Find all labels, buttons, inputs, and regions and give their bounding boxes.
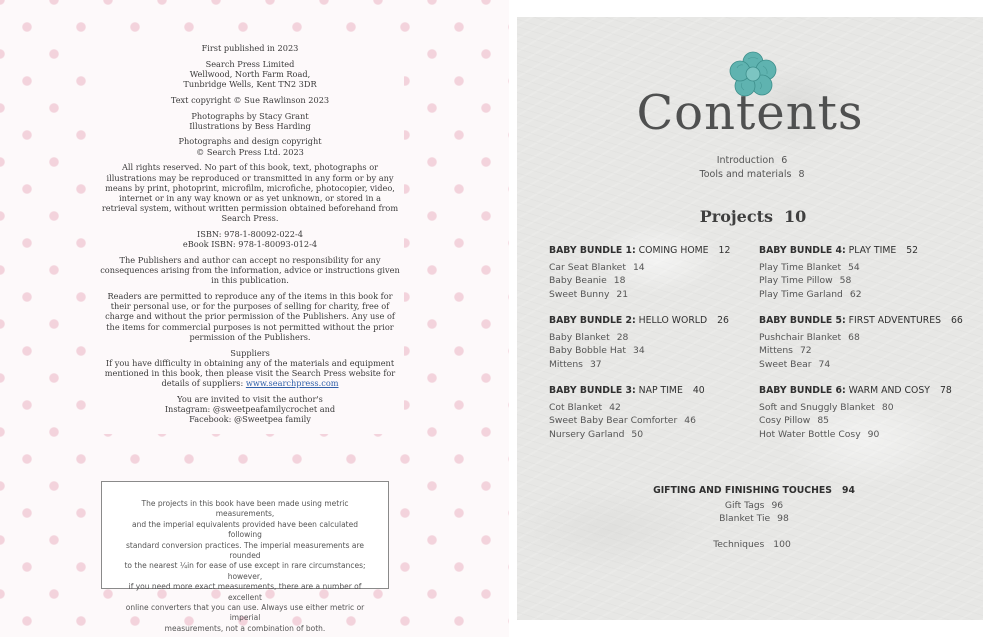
bundle-3-title[interactable]: BABY BUNDLE 3: NAP TIME 40	[549, 385, 705, 396]
suppliers-block: Suppliers If you have difficulty in obtaining any of the materials and equipment mentioned in this book, then please visit the Search Press website for details of suppliers: www.searchpress.com	[104, 347, 396, 389]
measurement-note: The projects in this book have been made using metric measurements, and the imperial equivalents provided have been calculated following standard conversion practices. The imperial measurements are rounded to the nearest ¼in for ease of use except in rare circumstances; however, if you need more exact measurements, there are a number of excellent online converters that you can use. Always use either metric or imperial measurements, not a combination of both.	[101, 481, 389, 589]
bundle-6-title[interactable]: BABY BUNDLE 6: WARM AND COSY 78	[759, 385, 952, 396]
toc-entry[interactable]: Hot Water Bottle Cosy 90	[759, 428, 880, 440]
contents-title: Contents	[636, 85, 864, 141]
bundle-6	[759, 385, 964, 441]
bundle-2	[549, 315, 754, 371]
toc-entry[interactable]: Nursery Garland 50	[549, 428, 644, 440]
toc-entry[interactable]: Blanket Tie 98	[719, 513, 789, 525]
toc-entry[interactable]: Play Time Pillow 58	[759, 275, 852, 287]
toc-entry[interactable]: Gift Tags 96	[724, 500, 784, 511]
toc-entry[interactable]: Car Seat Blanket 14	[549, 262, 645, 273]
searchpress-link[interactable]: www.searchpress.com	[245, 378, 339, 389]
rights-reserved: All rights reserved. No part of this book, text, photographs or illustrations may be reproduced or transmitted in any form or by any means by print, photoprint, microfilm, microfiche, photocopier, video, internet or in any way known or as yet unknown, or stored in a retrieval system, without written permission obtained beforehand from Search Press.	[101, 162, 399, 224]
toc-entry[interactable]: Cosy Pillow 85	[759, 415, 830, 427]
toc-entry[interactable]: Sweet Bear 74	[759, 358, 831, 370]
bundle-5-title[interactable]: BABY BUNDLE 5: FIRST ADVENTURES 66	[759, 315, 963, 326]
intro-entries	[517, 154, 983, 181]
text-copyright: Text copyright © Sue Rawlinson 2023	[170, 94, 330, 105]
toc-entry[interactable]: Mittens 37	[549, 358, 602, 370]
toc-entry[interactable]: Pushchair Blanket 68	[759, 332, 860, 343]
author-social: You are invited to visit the author's Instagram: @sweetpeafamilycrochet and Facebook: @Sweetpea family	[164, 393, 336, 425]
toc-entry[interactable]: Soft and Snuggly Blanket 80	[759, 402, 894, 413]
bundle-3	[549, 385, 754, 441]
right-page-contents	[517, 17, 983, 620]
toc-entry[interactable]: Baby Bobble Hat 34	[549, 345, 645, 357]
credits: Photographs by Stacy Grant Illustrations by Bess Harding	[189, 110, 311, 131]
toc-entry-tools[interactable]: Tools and materials 8	[699, 168, 805, 180]
projects-heading[interactable]: Projects 10	[699, 207, 807, 226]
toc-entry[interactable]: Baby Beanie 18	[549, 275, 626, 287]
toc-entry-introduction[interactable]: Introduction 6	[716, 155, 788, 166]
bundle-4-title[interactable]: BABY BUNDLE 4: PLAY TIME 52	[759, 245, 919, 256]
publisher-address: Search Press Limited Wellwood, North Farm Road, Tunbridge Wells, Kent TN2 3DR	[183, 58, 317, 90]
bundle-1-title[interactable]: BABY BUNDLE 1: COMING HOME 12	[549, 245, 731, 256]
bundle-5	[759, 315, 964, 371]
toc-entry[interactable]: Mittens 72	[759, 345, 812, 357]
gifting-title[interactable]: GIFTING AND FINISHING TOUCHES 94	[653, 485, 855, 496]
toc-entry[interactable]: Play Time Blanket 54	[759, 262, 860, 273]
toc-entry[interactable]: Sweet Baby Bear Comforter 46	[549, 415, 696, 427]
imprint-block	[96, 38, 404, 434]
toc-entry[interactable]: Cot Blanket 42	[549, 402, 621, 413]
isbn-block: ISBN: 978-1-80092-022-4 eBook ISBN: 978-1-80093-012-4	[182, 229, 318, 250]
gifting-section	[517, 484, 983, 526]
bundle-4	[759, 245, 964, 301]
bundle-2-title[interactable]: BABY BUNDLE 2: HELLO WORLD 26	[549, 315, 729, 326]
first-published: First published in 2023	[201, 43, 299, 53]
readers-notice: Readers are permitted to reproduce any of the items in this book for their personal use, or for the purposes of selling for charity, free of charge and without the prior permission of the Publishers. Any use of the items for commercial purposes is not permitted without the prior permission of the Publishers.	[105, 291, 395, 342]
toc-entry[interactable]: Play Time Garland 62	[759, 288, 862, 300]
toc-entry[interactable]: Baby Blanket 28	[549, 332, 629, 343]
bundle-1	[549, 245, 754, 301]
design-copyright: Photographs and design copyright © Search Press Ltd. 2023	[178, 136, 322, 157]
toc-entry-techniques[interactable]: Techniques 100	[713, 539, 791, 550]
toc-entry[interactable]: Sweet Bunny 21	[549, 288, 629, 300]
responsibility-notice: The Publishers and author can accept no responsibility for any consequences arising from the information, advice or instructions given in this publication.	[100, 254, 400, 286]
